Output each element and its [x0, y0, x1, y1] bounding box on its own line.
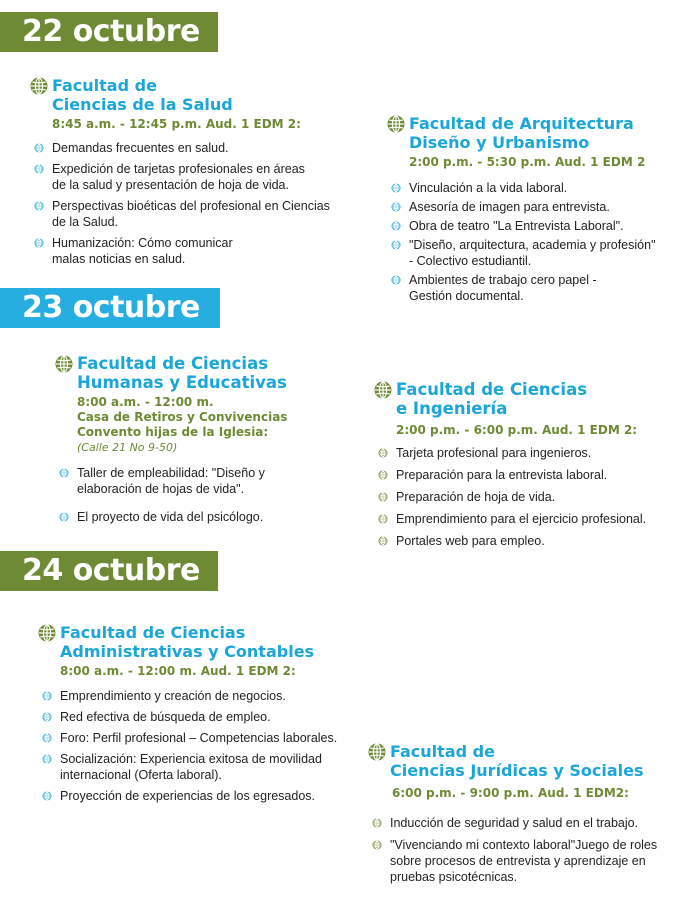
list-item: Emprendimiento para el ejercicio profesional.	[374, 511, 694, 527]
faculty-title: Facultad de Arquitectura Diseño y Urbanismo	[387, 114, 687, 152]
list-item: Red efectiva de búsqueda de empleo.	[38, 709, 358, 725]
faculty-title: Facultad de Ciencias de la Salud	[30, 76, 360, 114]
globe-icon	[387, 115, 405, 133]
globe-bullet-icon	[372, 840, 382, 850]
globe-bullet-icon	[391, 275, 401, 285]
day-banner-22: 22 octubre	[0, 12, 218, 52]
globe-bullet-icon	[378, 470, 388, 480]
globe-bullet-icon	[42, 691, 52, 701]
day-banner-23: 23 octubre	[0, 288, 220, 328]
activity-list	[38, 688, 358, 804]
list-item: El proyecto de vida del psicólogo.	[55, 509, 355, 525]
list-item: Socialización: Experiencia exitosa de movilidad internacional (Oferta laboral).	[38, 751, 358, 783]
globe-bullet-icon	[378, 536, 388, 546]
day-banner-24: 24 octubre	[0, 551, 218, 591]
globe-icon	[374, 381, 392, 399]
list-item: Preparación para la entrevista laboral.	[374, 467, 694, 483]
schedule: 8:45 a.m. - 12:45 p.m. Aud. 1 EDM 2:	[52, 117, 301, 131]
globe-bullet-icon	[42, 733, 52, 743]
faculty-administrativas	[38, 623, 358, 804]
globe-bullet-icon	[391, 202, 401, 212]
list-item: "Diseño, arquitectura, academia y profesión" - Colectivo estudiantil.	[387, 237, 687, 269]
address: (Calle 21 No 9-50)	[77, 441, 178, 454]
list-item: Demandas frecuentes en salud.	[30, 140, 360, 156]
schedule: 2:00 p.m. - 6:00 p.m. Aud. 1 EDM 2:	[396, 423, 638, 437]
activity-list	[374, 445, 694, 549]
globe-bullet-icon	[34, 143, 44, 153]
list-item: Taller de empleabilidad: "Diseño y elaboración de hojas de vida".	[55, 465, 355, 497]
schedule: 6:00 p.m. - 9:00 p.m. Aud. 1 EDM2:	[392, 786, 629, 800]
globe-bullet-icon	[391, 240, 401, 250]
globe-bullet-icon	[391, 183, 401, 193]
schedule: 8:00 a.m. - 12:00 m. Aud. 1 EDM 2:	[60, 664, 296, 678]
list-item: Vinculación a la vida laboral.	[387, 180, 687, 196]
globe-bullet-icon	[34, 238, 44, 248]
globe-bullet-icon	[378, 448, 388, 458]
faculty-salud	[30, 76, 360, 267]
list-item: Preparación de hoja de vida.	[374, 489, 694, 505]
globe-icon	[38, 624, 56, 642]
list-item: Asesoría de imagen para entrevista.	[387, 199, 687, 215]
list-item: Expedición de tarjetas profesionales en áreas de la salud y presentación de hoja de vida.	[30, 161, 360, 193]
list-item: Proyección de experiencias de los egresados.	[38, 788, 358, 804]
schedule: 8:00 a.m. - 12:00 m. Casa de Retiros y Convivencias Convento hijas de la Iglesia: (Calle 21 No 9-50)	[77, 395, 355, 455]
faculty-title: Facultad de Ciencias Humanas y Educativas	[55, 354, 355, 392]
faculty-title: Facultad de Ciencias Jurídicas y Sociales	[368, 742, 696, 780]
list-item: Humanización: Cómo comunicar malas noticias en salud.	[30, 235, 360, 267]
globe-bullet-icon	[34, 164, 44, 174]
globe-bullet-icon	[391, 221, 401, 231]
faculty-juridicas	[368, 742, 696, 885]
list-item: Foro: Perfil profesional – Competencias laborales.	[38, 730, 358, 746]
globe-bullet-icon	[42, 791, 52, 801]
faculty-humanas	[55, 354, 355, 525]
list-item: Perspectivas bioéticas del profesional en Ciencias de la Salud.	[30, 198, 360, 230]
globe-bullet-icon	[59, 468, 69, 478]
faculty-arquitectura	[387, 114, 687, 304]
globe-bullet-icon	[42, 754, 52, 764]
activity-list	[387, 180, 687, 304]
globe-bullet-icon	[378, 492, 388, 502]
globe-bullet-icon	[378, 514, 388, 524]
globe-icon	[55, 355, 73, 373]
list-item: Portales web para empleo.	[374, 533, 694, 549]
activity-list	[55, 465, 355, 525]
list-item: "Vivenciando mi contexto laboral"Juego de roles sobre procesos de entrevista y aprendizaje en pruebas psicotécnicas.	[368, 837, 696, 885]
list-item: Obra de teatro "La Entrevista Laboral".	[387, 218, 687, 234]
activity-list	[368, 815, 696, 885]
list-item: Emprendimiento y creación de negocios.	[38, 688, 358, 704]
faculty-ingenieria	[374, 380, 694, 549]
globe-icon	[30, 77, 48, 95]
list-item: Tarjeta profesional para ingenieros.	[374, 445, 694, 461]
globe-bullet-icon	[34, 201, 44, 211]
activity-list	[30, 140, 360, 267]
schedule: 2:00 p.m. - 5:30 p.m. Aud. 1 EDM 2	[409, 155, 646, 169]
globe-bullet-icon	[42, 712, 52, 722]
globe-bullet-icon	[372, 818, 382, 828]
faculty-title: Facultad de Ciencias e Ingeniería	[374, 380, 694, 418]
list-item: Ambientes de trabajo cero papel - Gestión documental.	[387, 272, 687, 304]
faculty-title: Facultad de Ciencias Administrativas y Contables	[38, 623, 358, 661]
list-item: Inducción de seguridad y salud en el trabajo.	[368, 815, 696, 831]
globe-bullet-icon	[59, 512, 69, 522]
globe-icon	[368, 743, 386, 761]
